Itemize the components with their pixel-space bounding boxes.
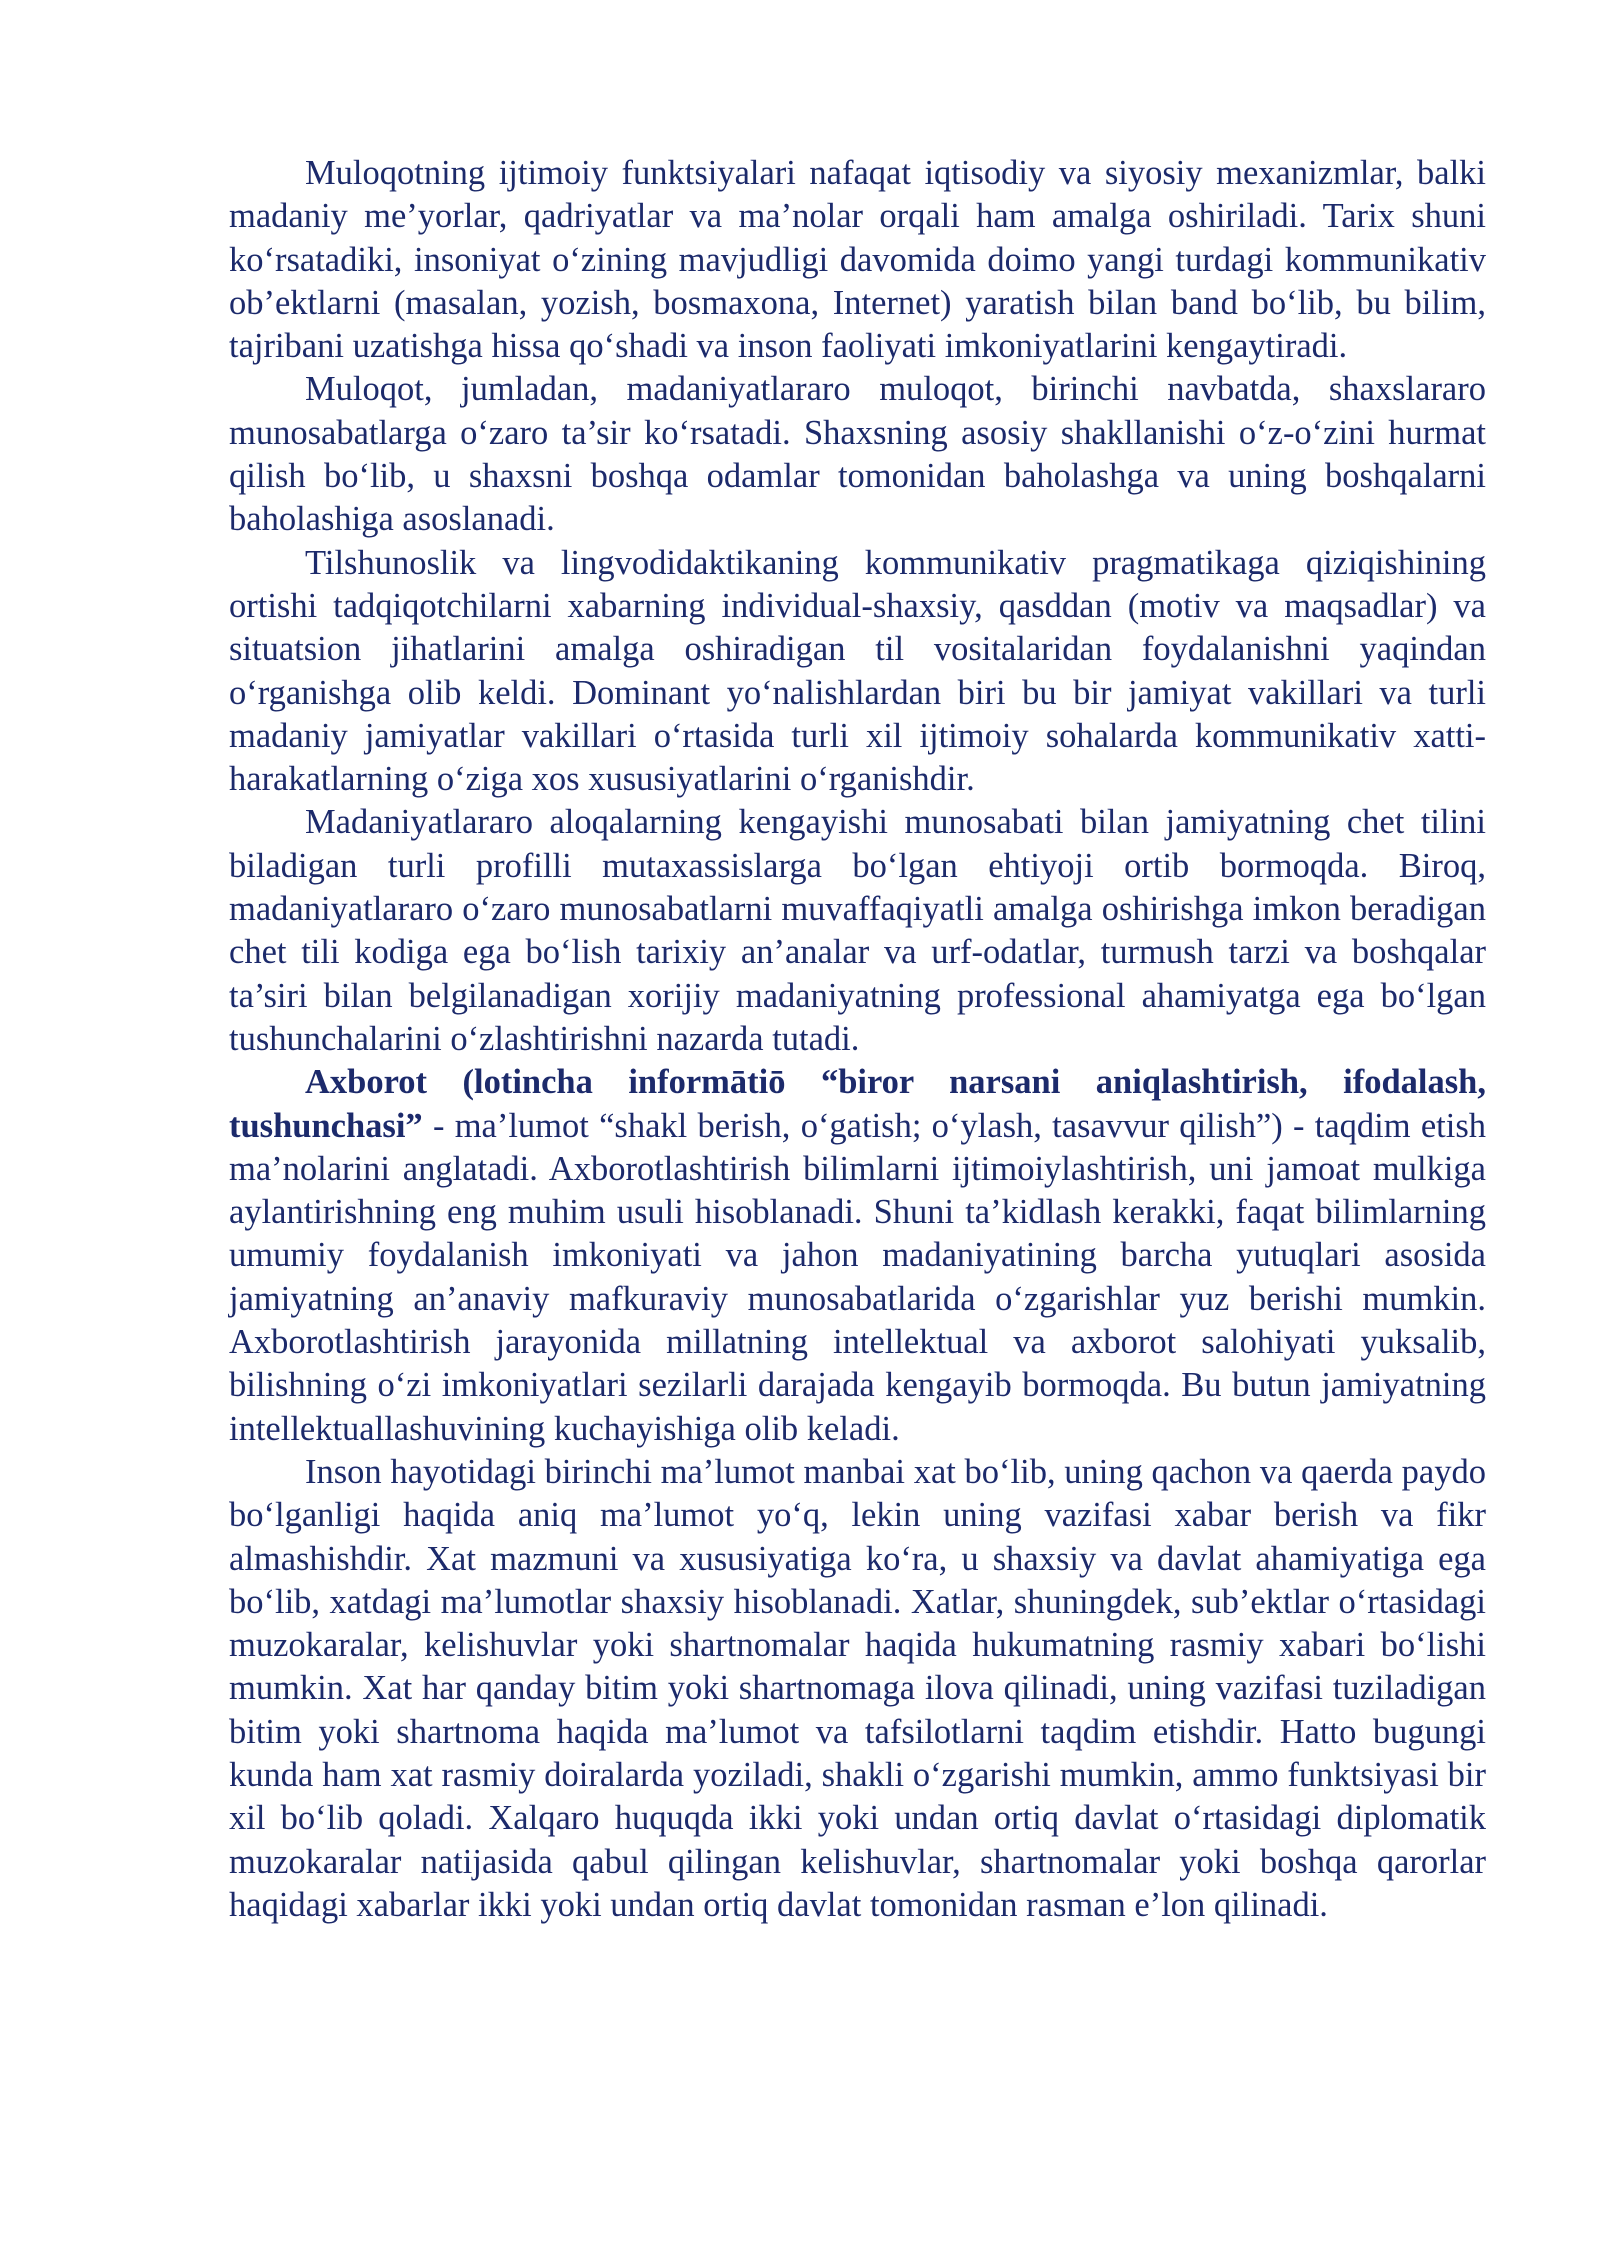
- paragraph-letter-as-information-source: [229, 1451, 1486, 1927]
- paragraph-text: Muloqot, jumladan, madaniyatlararo muloqot, birinchi navbatda, shaxslararo munosabatlarga o‘zaro ta’sir ko‘rsatadi. Shaxsning asosiy shakllanishi o‘z-o‘zini hurmat qilish bo‘lib, u shaxsni boshqa odamlar tomonidan baholashga va uning boshqalarni baholashiga asoslanadi.: [229, 370, 1486, 539]
- paragraph-intercultural-communication: [229, 368, 1486, 541]
- paragraph-linguistics-pragmatics: [229, 542, 1486, 802]
- paragraph-text: - ma’lumot “shakl berish, o‘gatish; o‘ylash, tasavvur qilish”) - taqdim etish ma’nolarini anglatadi. Axborotlashtirish bilimlarni ijtimoiylashtirish, uni jamoat mulkiga aylantirishning eng muhim usuli hisoblanadi. Shuni ta’kidlash kerakki, faqat bilimlarning umumiy foydalanish imkoniyati va jahon madaniyatining barcha yutuqlari asosida jamiyatning an’anaviy mafkuraviy munosabatlarida o‘zgarishlar yuz berishi mumkin. Axborotlashtirish jarayonida millatning intellektual va axborot salohiyati yuksalib, bilishning o‘zi imkoniyatlari sezilarli darajada kengayib bormoqda. Bu butun jamiyatning intellektuallashuvining kuchayishiga olib keladi.: [229, 1106, 1486, 1448]
- paragraph-text: Tilshunoslik va lingvodidaktikaning kommunikativ pragmatikaga qiziqishining ortishi tadqiqotchilarni xabarning individual-shaxsiy, qasddan (motiv va maqsadlar) va situatsion jihatlarini amalga oshiradigan til vositalaridan foydalanishni yaqindan o‘rganishga olib keldi. Dominant yo‘nalishlardan biri bu bir jamiyat vakillari va turli madaniy jamiyatlar vakillari o‘rtasida turli xil ijtimoiy sohalarda kommunikativ xatti- harakatlarning o‘ziga xos xususiyatlarini o‘rganishdir.: [229, 543, 1486, 799]
- paragraph-text: Inson hayotidagi birinchi ma’lumot manbai xat bo‘lib, uning qachon va qaerda paydo bo‘lganligi haqida aniq ma’lumot yo‘q, lekin uning vazifasi xabar berish va fikr almashishdir. Xat mazmuni va xususiyatiga ko‘ra, u shaxsiy va davlat ahamiyatiga ega bo‘lib, xatdagi ma’lumotlar shaxsiy hisoblanadi. Xatlar, shuningdek, sub’ektlar o‘rtasidagi muzokaralar, kelishuvlar yoki shartnomalar haqida hukumatning rasmiy xabari bo‘lishi mumkin. Xat har qanday bitim yoki shartnomaga ilova qilinadi, uning vazifasi tuziladigan bitim yoki shartnoma haqida ma’lumot va tafsilotlarni taqdim etishdir. Hatto bugungi kunda ham xat rasmiy doiralarda yoziladi, shakli o‘zgarishi mumkin, ammo funktsiyasi bir xil bo‘lib qoladi. Xalqaro huquqda ikki yoki undan ortiq davlat o‘rtasidagi diplomatik muzokaralar natijasida qabul qilingan kelishuvlar, shartnomalar yoki boshqa qarorlar haqidagi xabarlar ikki yoki undan ortiq davlat tomonidan rasman e’lon qilinadi.: [229, 1452, 1486, 1924]
- paragraph-intercultural-relations: [229, 801, 1486, 1061]
- document-page: [229, 152, 1486, 1927]
- paragraph-information-definition: [229, 1061, 1486, 1451]
- paragraph-text: Muloqotning ijtimoiy funktsiyalari nafaqat iqtisodiy va siyosiy mexanizmlar, balki madaniy me’yorlar, qadriyatlar va ma’nolar orqali ham amalga oshiriladi. Tarix shuni ko‘rsatadiki, insoniyat o‘zining mavjudligi davomida doimo yangi turdagi kommunikativ ob’ektlarni (masalan, yozish, bosmaxona, Internet) yaratish bilan band bo‘lib, bu bilim, tajribani uzatishga hissa qo‘shadi va inson faoliyati imkoniyatlarini kengaytiradi.: [229, 154, 1486, 366]
- paragraph-social-functions: [229, 152, 1486, 368]
- term-definition-bold: Axborot (lotincha informātiō “biror narsani aniqlashtirish, ifodalash, tushunchasi”: [229, 1063, 1486, 1145]
- paragraph-text: Madaniyatlararo aloqalarning kengayishi munosabati bilan jamiyatning chet tilini biladigan turli profilli mutaxassislarga bo‘lgan ehtiyoji ortib bormoqda. Biroq, madaniyatlararo o‘zaro munosabatlarni muvaffaqiyatli amalga oshirishga imkon beradigan chet tili kodiga ega bo‘lish tarixiy an’analar va urf-odatlar, turmush tarzi va boshqalar ta’siri bilan belgilanadigan xorijiy madaniyatning professional ahamiyatga ega bo‘lgan tushunchalarini o‘zlashtirishni nazarda tutadi.: [229, 803, 1486, 1058]
